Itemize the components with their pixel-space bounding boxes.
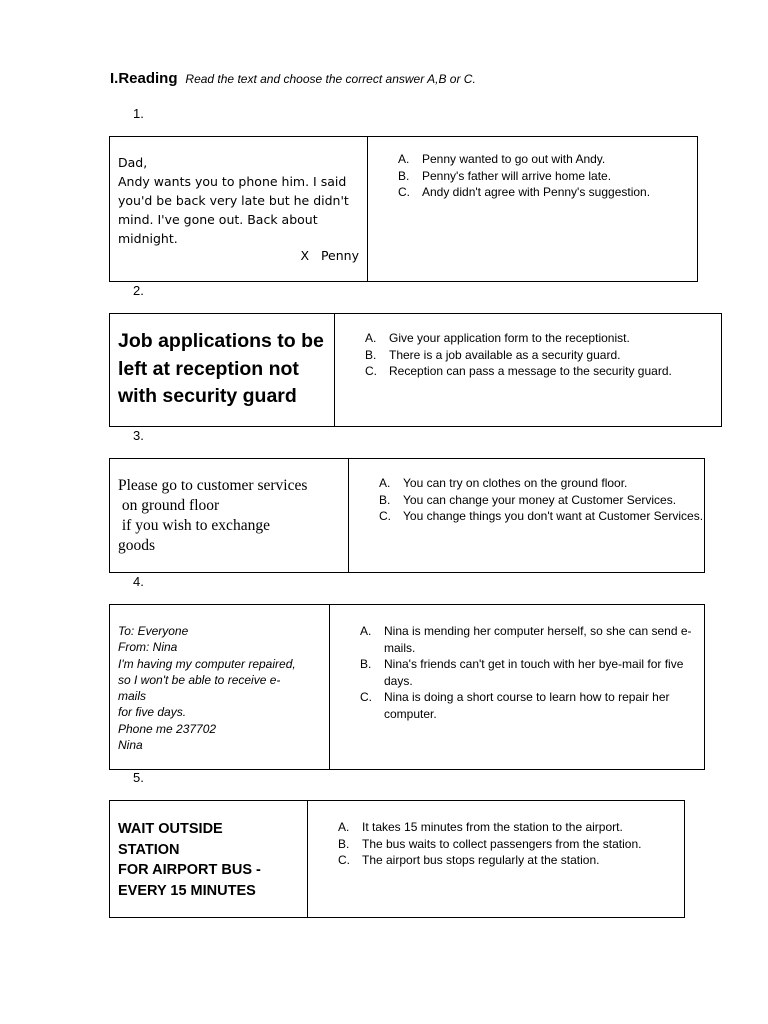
option-letter: C.: [338, 853, 350, 867]
option-letter: A.: [379, 476, 391, 490]
option-c[interactable]: [398, 184, 697, 201]
text-line: with security guard: [118, 385, 297, 407]
option-text: Andy didn't agree with Penny's suggestion.: [422, 185, 651, 199]
option-text: Reception can pass a message to the security guard.: [389, 364, 672, 378]
text-line: To: Everyone: [118, 624, 189, 638]
option-text: You change things you don't want at Customer Services.: [403, 509, 704, 523]
option-text: Nina is doing a short course to learn how to repair her computer.: [384, 690, 670, 721]
text-line: FOR AIRPORT BUS -: [118, 862, 261, 878]
option-c[interactable]: [338, 852, 684, 869]
question-2-box: [109, 313, 722, 427]
option-a[interactable]: [360, 623, 704, 656]
option-a[interactable]: [338, 819, 684, 836]
text-line: so I won't be able to receive e-: [118, 672, 281, 687]
text-line: Nina: [118, 738, 143, 753]
option-text: You can change your money at Customer Services.: [403, 492, 677, 507]
signature-name: Penny: [320, 248, 359, 263]
question-3-text: [110, 459, 349, 572]
text-line: I'm having my computer repaired,: [118, 656, 296, 671]
option-letter: C.: [365, 364, 377, 378]
question-1-text: [110, 137, 368, 281]
option-b[interactable]: [398, 168, 697, 185]
option-b[interactable]: [365, 347, 721, 364]
question-number-2: 2.: [133, 283, 144, 298]
text-line: midnight.: [118, 231, 178, 246]
question-5-text: [110, 801, 308, 917]
option-letter: B.: [338, 836, 350, 851]
option-letter: C.: [360, 690, 372, 704]
question-5-options: [308, 801, 684, 917]
option-letter: B.: [379, 492, 391, 507]
option-b[interactable]: [338, 836, 684, 853]
option-text: Nina's friends can't get in touch with her bye-mail for five days.: [384, 657, 684, 688]
section-title: I.Reading: [110, 70, 178, 87]
text-line: Job applications to be: [118, 330, 324, 352]
option-letter: B.: [360, 657, 372, 671]
question-2-text: [110, 314, 335, 426]
option-letter: A.: [365, 331, 377, 345]
text-line: for five days.: [118, 705, 187, 720]
signature: [300, 246, 359, 265]
text-line: Phone me 237702: [118, 721, 217, 736]
option-text: Give your application form to the receptionist.: [389, 331, 630, 345]
signature-mark: X: [300, 248, 310, 263]
option-letter: A.: [338, 820, 350, 834]
question-number-1: 1.: [133, 106, 144, 121]
option-a[interactable]: [379, 475, 704, 492]
text-line: mind. I've gone out. Back about: [118, 212, 318, 227]
text-line: on ground floor: [118, 497, 220, 514]
question-4-box: [109, 604, 705, 770]
text-line: WAIT OUTSIDE: [118, 821, 223, 837]
text-line: if you wish to exchange: [118, 517, 270, 534]
text-line: mails: [118, 689, 147, 704]
question-1-options: [368, 137, 697, 281]
option-a[interactable]: [365, 330, 721, 347]
text-line: Dad,: [118, 155, 148, 170]
question-2-options: [335, 314, 721, 426]
question-3-box: [109, 458, 705, 573]
option-text: Penny's father will arrive home late.: [422, 168, 612, 183]
option-text: Penny wanted to go out with Andy.: [422, 152, 606, 166]
option-letter: C.: [379, 509, 391, 523]
text-line: left at reception not: [118, 357, 299, 380]
text-line: you'd be back very late but he didn't: [118, 193, 349, 208]
question-4-text: [110, 605, 330, 769]
option-text: You can try on clothes on the ground floor.: [403, 476, 628, 490]
question-3-options: [349, 459, 704, 572]
option-text: Nina is mending her computer herself, so she can send e-mails.: [384, 624, 692, 655]
option-b[interactable]: [360, 656, 704, 689]
question-1-box: [109, 136, 698, 282]
question-number-5: 5.: [133, 770, 144, 785]
option-text: There is a job available as a security guard.: [389, 347, 621, 362]
option-letter: C.: [398, 185, 410, 199]
question-5-box: [109, 800, 685, 918]
section-instruction: Read the text and choose the correct answer A,B or C.: [185, 72, 476, 86]
option-c[interactable]: [365, 363, 721, 380]
option-text: It takes 15 minutes from the station to the airport.: [362, 820, 623, 834]
option-letter: B.: [398, 168, 410, 183]
question-number-4: 4.: [133, 574, 144, 589]
option-letter: B.: [365, 347, 377, 362]
question-4-options: [330, 605, 704, 769]
option-c[interactable]: [360, 689, 704, 722]
option-text: The bus waits to collect passengers from the station.: [362, 836, 642, 851]
option-b[interactable]: [379, 492, 704, 509]
option-c[interactable]: [379, 508, 704, 525]
option-text: The airport bus stops regularly at the station.: [362, 853, 600, 867]
text-line: From: Nina: [118, 640, 178, 655]
text-line: STATION: [118, 841, 180, 858]
section-heading: [110, 70, 476, 87]
text-line: Andy wants you to phone him. I said: [118, 174, 347, 189]
text-line: EVERY 15 MINUTES: [118, 882, 256, 899]
option-a[interactable]: [398, 151, 697, 168]
option-letter: A.: [360, 624, 372, 638]
question-number-3: 3.: [133, 428, 144, 443]
option-letter: A.: [398, 152, 410, 166]
text-line: goods: [118, 537, 156, 554]
text-line: Please go to customer services: [118, 477, 308, 494]
